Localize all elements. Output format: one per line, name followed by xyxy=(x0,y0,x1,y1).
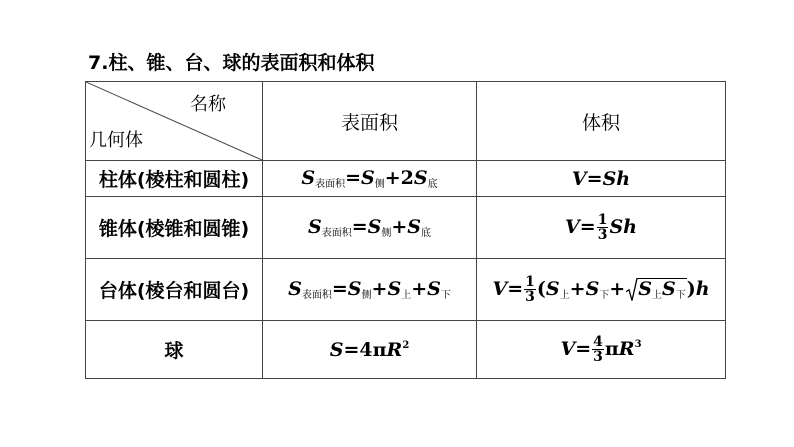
math-operator: + xyxy=(371,278,388,300)
radical-sign xyxy=(626,278,638,302)
math-operator: + xyxy=(391,216,408,238)
corner-header-cell xyxy=(86,82,263,161)
math-symbol: S xyxy=(545,277,560,300)
math-symbol: V xyxy=(560,337,576,360)
math-symbol: V xyxy=(492,277,508,300)
math-operator: = xyxy=(351,216,368,238)
math-subscript: 侧 xyxy=(381,228,392,239)
math-symbol: Sh xyxy=(609,215,637,238)
math-subscript: 下 xyxy=(440,290,451,301)
math-operator: = xyxy=(586,167,603,190)
math-subscript: 上 xyxy=(559,289,570,301)
surface-formula-sphere xyxy=(263,321,477,379)
math-subscript: 表面积 xyxy=(301,290,332,301)
math-symbol: R xyxy=(618,337,635,360)
math-exponent: 2 xyxy=(402,339,410,351)
math-subscript: 下 xyxy=(675,289,686,301)
volume-header: 体积 xyxy=(477,82,726,161)
fraction-numerator: 1 xyxy=(597,212,608,228)
volume-formula-pyramid xyxy=(477,197,726,259)
math-operator: = xyxy=(507,277,524,300)
table-header-row xyxy=(86,82,726,161)
math-symbol: S xyxy=(427,278,441,300)
fraction-numerator: 1 xyxy=(525,274,535,290)
math-operator: = xyxy=(331,278,348,300)
math-paren: ) xyxy=(686,277,696,300)
fraction-numerator: 4 xyxy=(593,334,603,350)
math-operator: + xyxy=(609,277,626,300)
math-symbol: S xyxy=(407,216,422,238)
formula-table xyxy=(85,81,726,379)
shape-name-pyramid: 锥体(棱锥和圆锥) xyxy=(86,197,263,259)
math-symbol: S xyxy=(387,278,402,300)
math-symbol: S xyxy=(361,167,375,189)
section-title: 7.柱、锥、台、球的表面积和体积 xyxy=(88,52,375,74)
math-symbol: S xyxy=(329,338,344,361)
math-subscript: 侧 xyxy=(361,290,372,301)
shape-name-sphere: 球 xyxy=(86,321,263,379)
math-symbol: S xyxy=(638,277,652,300)
math-symbol: S xyxy=(413,167,428,189)
math-symbol: π xyxy=(604,337,619,360)
math-paren: ( xyxy=(536,277,546,300)
math-operator: + xyxy=(411,278,428,300)
math-symbol: S xyxy=(661,277,676,300)
corner-name-label: 名称 xyxy=(190,94,226,115)
math-symbol: S xyxy=(585,277,600,300)
math-symbol: h xyxy=(695,277,710,300)
math-symbol: S xyxy=(288,278,302,300)
fraction-denominator: 3 xyxy=(597,227,608,243)
fraction-denominator: 3 xyxy=(593,349,603,365)
surface-formula-prism xyxy=(263,161,477,197)
math-subscript: 上 xyxy=(651,289,662,301)
math-subscript: 表面积 xyxy=(315,179,346,190)
math-symbol: R xyxy=(386,338,403,361)
math-symbol: S xyxy=(307,216,322,238)
math-operator: = xyxy=(343,338,360,361)
table-row xyxy=(86,197,726,259)
table-row xyxy=(86,321,726,379)
math-number: 2 xyxy=(400,167,414,189)
math-fraction xyxy=(524,275,536,304)
math-symbol: S xyxy=(347,278,362,300)
volume-formula-prism xyxy=(477,161,726,197)
surface-formula-pyramid xyxy=(263,197,477,259)
volume-formula-sphere xyxy=(477,321,726,379)
math-subscript: 表面积 xyxy=(321,228,352,239)
corner-solid-label: 几何体 xyxy=(89,130,143,151)
math-subscript: 上 xyxy=(401,290,412,301)
surface-area-header: 表面积 xyxy=(263,82,477,161)
math-symbol: Sh xyxy=(602,167,631,190)
math-symbol: V xyxy=(565,215,580,238)
math-subscript: 侧 xyxy=(374,179,385,190)
math-fraction xyxy=(597,213,609,242)
volume-formula-frustum xyxy=(477,259,726,321)
surface-formula-frustum xyxy=(263,259,477,321)
shape-name-frustum: 台体(棱台和圆台) xyxy=(86,259,263,321)
math-operator: + xyxy=(384,167,401,189)
math-symbol: V xyxy=(571,167,587,190)
math-fraction xyxy=(592,335,604,364)
math-operator: = xyxy=(345,167,362,189)
math-number: 4π xyxy=(359,338,387,361)
radicand xyxy=(637,278,686,302)
table-row xyxy=(86,259,726,321)
math-symbol: S xyxy=(301,167,316,189)
math-subscript: 底 xyxy=(427,179,438,190)
square-root xyxy=(626,278,686,302)
math-subscript: 底 xyxy=(421,228,432,239)
table-row xyxy=(86,161,726,197)
math-operator: = xyxy=(575,337,592,360)
math-exponent: 3 xyxy=(634,338,642,350)
math-subscript: 下 xyxy=(599,289,610,301)
shape-name-prism: 柱体(棱柱和圆柱) xyxy=(86,161,263,197)
math-operator: + xyxy=(569,277,586,300)
math-symbol: S xyxy=(367,216,382,238)
math-operator: = xyxy=(579,215,596,238)
fraction-denominator: 3 xyxy=(525,289,535,305)
